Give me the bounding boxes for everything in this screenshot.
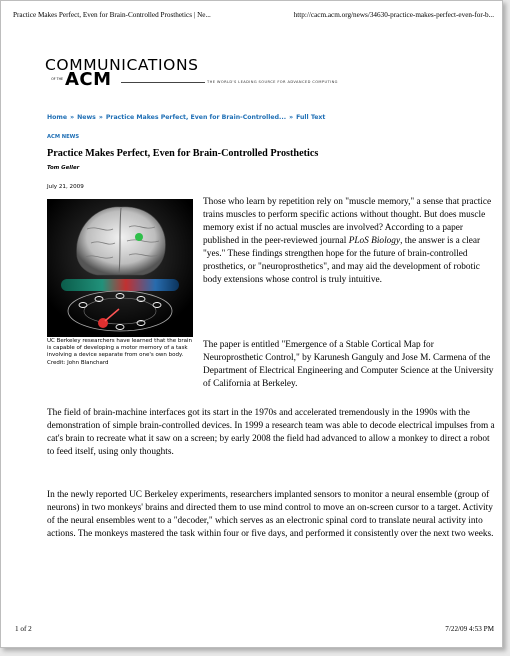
breadcrumb-news-link[interactable]: News <box>77 114 96 121</box>
breadcrumb-home-link[interactable]: Home <box>47 114 68 121</box>
logo-of-the: OF THE <box>51 77 63 81</box>
site-logo-communications[interactable]: COMMUNICATIONS <box>45 56 199 74</box>
brain-illustration-image <box>47 199 193 337</box>
logo-acm-text: ACM <box>65 69 112 90</box>
article-author: Tom Geller <box>47 165 80 171</box>
image-caption-text: UC Berkeley researchers have learned that the brain is capable of developing a motor memory of a task involving a device separate from one's own body. <box>47 338 193 359</box>
journal-name: PLoS Biology <box>348 236 401 246</box>
print-timestamp: 7/22/09 4:53 PM <box>445 625 494 633</box>
site-logo-acm[interactable] <box>45 69 465 92</box>
breadcrumb-separator: » <box>289 114 294 121</box>
breadcrumb-separator: » <box>98 114 103 121</box>
image-credit: Credit: John Blanchard <box>47 359 109 366</box>
article-date: July 21, 2009 <box>47 184 84 190</box>
breadcrumb-article-link[interactable]: Practice Makes Perfect, Even for Brain-Controlled... <box>105 114 287 121</box>
paragraph-1-text-end: , the answer is a clear "yes." These findings strengthen hope for the future of brain-controlled prosthetics, or "neuroprosthetics", and may aid the development of robotic body extensions whose control is truly intuitive. <box>203 236 481 285</box>
print-header-title: Practice Makes Perfect, Even for Brain-Controlled Prosthetics | Ne... <box>13 11 211 19</box>
article-title: Practice Makes Perfect, Even for Brain-Controlled Prosthetics <box>47 148 319 159</box>
breadcrumb <box>47 114 325 121</box>
logo-divider <box>121 82 205 83</box>
article-paragraph-2: The paper is entitled "Emergence of a Stable Cortical Map for Neuroprosthetic Control," by Karunesh Ganguly and Jose M. Carmena of the Department of Electrical Engineering and Computer Science at the University of California at Berkeley. <box>203 340 494 389</box>
logo-tagline: THE WORLD'S LEADING SOURCE FOR ADVANCED COMPUTING <box>207 80 338 84</box>
page-number: 1 of 2 <box>15 625 32 633</box>
article-paragraph-4: In the newly reported UC Berkeley experiments, researchers implanted sensors to monitor a neural ensemble (group of neurons) in two monkeys' brains and directed them to use mind control to move an on-screen cursor to a target. Activity of the neural ensembles went to a "decoder," which serves as an electronic spinal cord to translate neural activity into actions. The monkeys mastered the task within four or five days, and performed it consistently over the next two weeks. <box>47 490 494 539</box>
image-caption <box>47 338 195 367</box>
paragraph-1-text-start: Those who learn by repetition rely on "muscle memory," a sense that practice trains muscles to perform specific actions without thought. But does muscle memory exist if no actual muscles are involved? According to a paper published in the peer-reviewed journal <box>203 197 492 246</box>
article-category[interactable]: ACM NEWS <box>47 134 80 140</box>
article-paragraph-1 <box>203 196 495 287</box>
breadcrumb-full-text[interactable]: Full Text <box>296 114 326 121</box>
print-header-url: http://cacm.acm.org/news/34630-practice-makes-perfect-even-for-b... <box>293 11 494 19</box>
breadcrumb-separator: » <box>70 114 75 121</box>
article-paragraph-3: The field of brain-machine interfaces got its start in the 1970s and accelerated tremendously in the 1990s with the demonstration of simple brain-controlled devices. In 1999 a research team was able to decode electrical impulses from a cat's brain to recreate what it saw on a screen; by early 2008 the field had advanced to allow a monkey to direct a robot to feed itself, using only thoughts. <box>47 408 495 457</box>
